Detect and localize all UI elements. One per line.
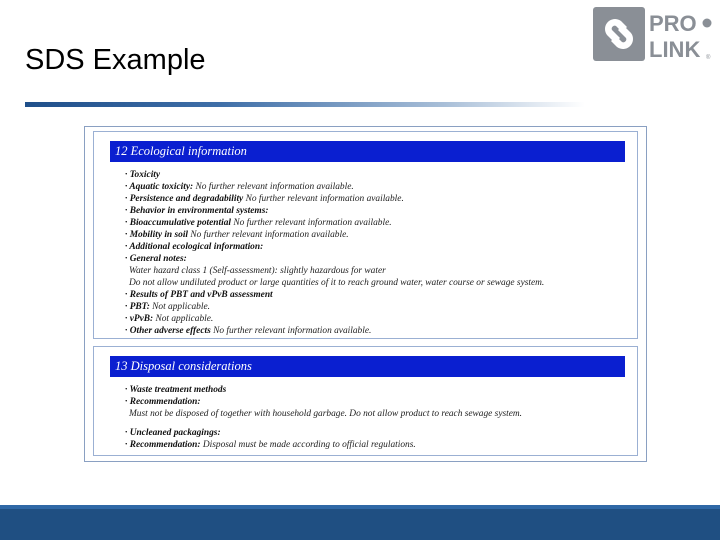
sds-line: · Bioaccumulative potential No further relevant information available. bbox=[125, 218, 392, 228]
section-body bbox=[125, 169, 631, 337]
section-ecological-information bbox=[93, 131, 638, 339]
logo-text-link: LINK bbox=[649, 37, 701, 61]
sds-line: · Uncleaned packagings: bbox=[125, 428, 221, 438]
section-header: 12 Ecological information bbox=[110, 141, 625, 162]
sds-line: · Mobility in soil No further relevant information available. bbox=[125, 230, 349, 240]
logo-registered-mark: ® bbox=[706, 55, 711, 61]
sds-line: · PBT: Not applicable. bbox=[125, 302, 210, 312]
sds-line: · Persistence and degradability No further relevant information available. bbox=[125, 194, 404, 204]
sds-line: · Other adverse effects No further relevant information available. bbox=[125, 326, 372, 336]
section-body bbox=[125, 384, 631, 451]
sds-line: · Recommendation: bbox=[125, 397, 201, 407]
section-disposal-considerations bbox=[93, 346, 638, 456]
sds-line: · Recommendation: Disposal must be made according to official regulations. bbox=[125, 440, 416, 450]
sds-line: Do not allow undiluted product or large quantities of it to reach ground water, water course or sewage system. bbox=[129, 278, 545, 288]
sds-line: · General notes: bbox=[125, 254, 187, 264]
sds-line: · vPvB: Not applicable. bbox=[125, 314, 214, 324]
sds-line: · Results of PBT and vPvB assessment bbox=[125, 290, 273, 300]
footer-bar bbox=[0, 505, 720, 540]
title-underline bbox=[25, 102, 585, 107]
sds-line: Water hazard class 1 (Self-assessment): slightly hazardous for water bbox=[129, 266, 386, 276]
prolink-logo bbox=[593, 7, 715, 61]
sds-line: Must not be disposed of together with household garbage. Do not allow product to reach sewage system. bbox=[129, 409, 523, 419]
slide-title: SDS Example bbox=[25, 44, 206, 76]
sds-line: · Toxicity bbox=[125, 170, 161, 180]
sds-line: · Behavior in environmental systems: bbox=[125, 206, 269, 216]
section-header: 13 Disposal considerations bbox=[110, 356, 625, 377]
sds-document-image bbox=[84, 126, 647, 462]
logo-text-pro: PRO bbox=[649, 11, 697, 36]
sds-line: · Additional ecological information: bbox=[125, 242, 264, 252]
sds-line: · Waste treatment methods bbox=[125, 385, 227, 395]
sds-line: · Aquatic toxicity: No further relevant information available. bbox=[125, 182, 354, 192]
